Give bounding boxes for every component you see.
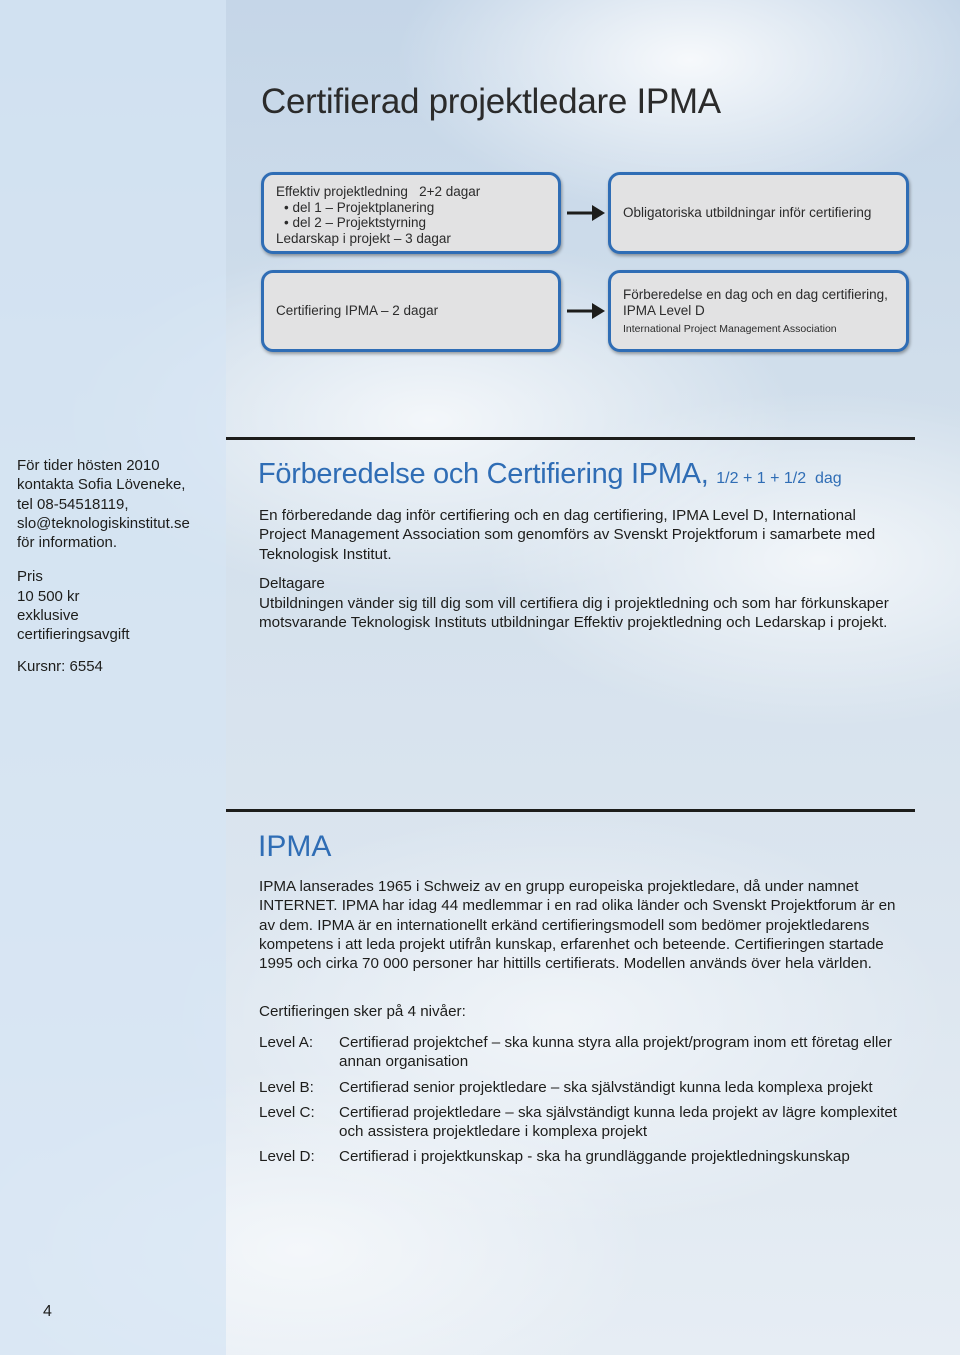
list-item — [259, 1147, 909, 1166]
page-number: 4 — [43, 1303, 52, 1320]
level-description: Certifierad projektchef – ska kunna styra alla projekt/program inom ett företag eller annan organisation — [339, 1034, 892, 1071]
course-heading — [258, 458, 842, 491]
levels-list — [259, 1033, 909, 1173]
flow-box-line: Effektiv projektledning 2+2 dagar — [276, 184, 481, 199]
sidebar-panel — [0, 0, 226, 1355]
ipma-text: IPMA lanserades 1965 i Schweiz av en grupp europeiska projektledare, då under namnet INTERNET. IPMA har idag 44 medlemmar i en rad olika länder och Svenskt Projektforum är en av dem. IPMA är en internationellt erkänd certifieringsmodell som bedömer projektledarens kompetens i att leda projekt utifrån kunskap, erfarenhet och beteende. Certifieringen startade 1995 och cirka 70 000 personer har hittills certifierats. Modellen används över hela världen. — [259, 878, 896, 973]
flow-box-bullet: • del 1 – Projektplanering — [284, 199, 435, 215]
section-divider — [226, 437, 915, 440]
flow-box-line: Förberedelse en dag och en dag certifiering, — [623, 287, 888, 302]
course-intro: En förberedande dag inför certifiering och en dag certifiering, IPMA Level D, International Project Management Association som genomförs av Svenskt Projektforum i samarbete med Teknologisk Institut. — [259, 507, 876, 563]
list-item — [259, 1103, 909, 1142]
level-description: Certifierad i projektkunskap - ska ha grundläggande projektledningskunskap — [339, 1148, 850, 1166]
arrow-right-icon — [566, 203, 606, 223]
price-line: certifieringsavgift — [17, 626, 130, 644]
level-label: Level A: — [259, 1034, 314, 1051]
flow-box-text: Obligatoriska utbildningar inför certifiering — [623, 205, 872, 221]
flow-box-text: Certifiering IPMA – 2 dagar — [276, 303, 439, 319]
page-title: Certifierad projektledare IPMA — [261, 82, 721, 121]
flow-box-required-courses — [261, 172, 561, 254]
contact-email: slo@teknologiskinstitut.se — [17, 514, 190, 532]
sidebar-info — [17, 456, 222, 676]
arrow-right-icon — [566, 301, 606, 321]
price-line: exklusive — [17, 607, 79, 625]
price-label: Pris — [17, 568, 43, 586]
contact-line: för information. — [17, 534, 118, 552]
participants-text: Utbildningen vänder sig till dig som vill certifiera dig i projektledning och som har förkunskaper motsvarande Teknologisk Instituts utbildningar Effektiv projektledning och Ledarskap i projekt. — [259, 595, 889, 632]
participants-label: Deltagare — [259, 575, 325, 592]
flow-box-preparation — [608, 270, 909, 352]
list-item — [259, 1078, 909, 1097]
level-label: Level B: — [259, 1078, 314, 1096]
flow-box-mandatory-label — [608, 172, 909, 254]
price-line: 10 500 kr — [17, 587, 80, 605]
section-divider — [226, 809, 915, 812]
list-item — [259, 1033, 909, 1072]
level-description: Certifierad senior projektledare – ska självständigt kunna leda komplexa projekt — [339, 1078, 873, 1096]
flow-box-bullet: • del 2 – Projektstyrning — [284, 215, 427, 230]
flow-box-line: Ledarskap i projekt – 3 dagar — [276, 230, 451, 246]
course-duration: 1/2 + 1 + 1/2 dag — [716, 470, 842, 487]
contact-line: kontakta Sofia Löveneke, — [17, 476, 186, 494]
level-label: Level C: — [259, 1103, 315, 1121]
ipma-heading: IPMA — [258, 830, 332, 863]
flow-box-line: IPMA Level D — [623, 302, 705, 318]
course-number: Kursnr: 6554 — [17, 657, 103, 675]
levels-intro: Certifieringen sker på 4 nivåer: — [259, 1003, 466, 1020]
course-heading-text: Förberedelse och Certifiering IPMA, — [258, 458, 709, 490]
flow-box-org-name: International Project Management Association — [623, 323, 837, 335]
contact-line: tel 08-54518119, — [17, 495, 129, 513]
level-label: Level D: — [259, 1148, 315, 1166]
contact-line: För tider hösten 2010 — [17, 457, 160, 474]
level-description: Certifierad projektledare – ska självständigt kunna leda projekt av lägre komplexitet och assistera projektledare i komplexa projekt — [339, 1103, 898, 1141]
flow-box-certification — [261, 270, 561, 352]
